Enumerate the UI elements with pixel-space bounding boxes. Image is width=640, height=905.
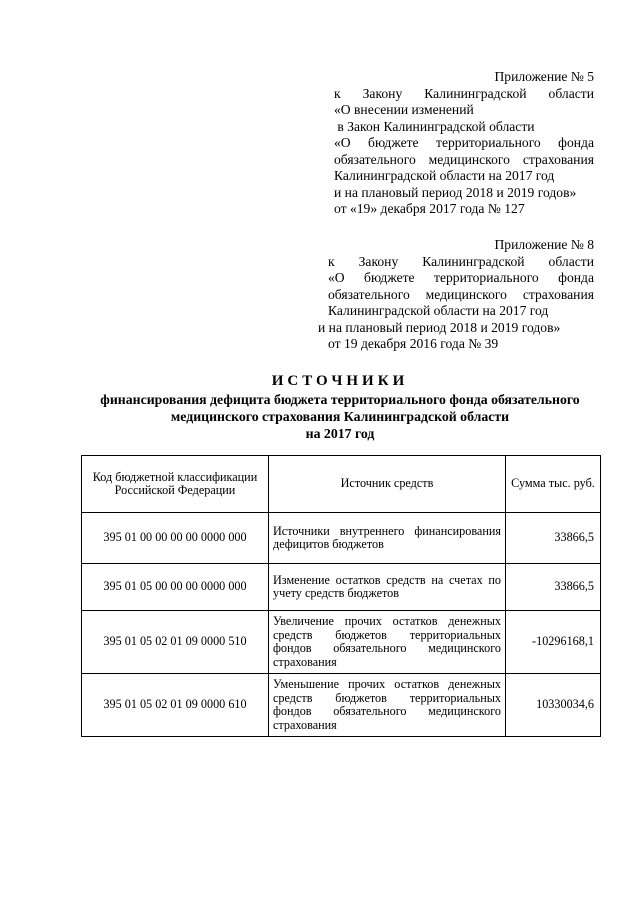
sources-table [81, 455, 601, 737]
appendix-8-block [318, 237, 594, 353]
row-code: 395 01 05 02 01 09 0000 610 [82, 674, 269, 737]
header-sum: Сумма тыс. руб. [506, 456, 601, 513]
appendix-8-line: обязательного медицинского страхования [328, 286, 594, 302]
row-code: 395 01 05 02 01 09 0000 510 [82, 611, 269, 674]
document-heading [60, 371, 620, 442]
appendix-5-line: от «19» декабря 2017 года № 127 [334, 201, 525, 216]
table-header-row [82, 456, 601, 513]
row-source: Уменьшение прочих остатков денежных средств бюджетов территориальных фондов обязательного медицинского страхования [269, 674, 506, 737]
appendix-8-title: Приложение № 8 [494, 237, 594, 252]
appendix-5-line: «О внесении изменений [334, 102, 474, 117]
appendix-5-line: обязательного медицинского страхования [334, 151, 594, 167]
heading-subtitle-line-1: финансирования дефицита бюджета территориального фонда обязательного [100, 392, 580, 407]
header-code: Код бюджетной классификации Российской Федерации [82, 456, 269, 513]
appendix-8-line: от 19 декабря 2016 года № 39 [328, 336, 499, 351]
appendix-5-line: Калининградской области на 2017 год [334, 168, 555, 183]
appendix-5-line: и на плановый период 2018 и 2019 годов» [334, 184, 577, 200]
appendix-5-line: «О бюджете территориального фонда [334, 135, 594, 150]
row-source: Увеличение прочих остатков денежных средств бюджетов территориальных фондов обязательного медицинского страхования [269, 611, 506, 674]
appendix-5-title: Приложение № 5 [494, 69, 594, 84]
row-sum: 10330034,6 [506, 674, 601, 737]
row-source: Источники внутреннего финансирования дефицитов бюджетов [269, 513, 506, 564]
table-row [82, 513, 601, 564]
appendix-5-line: в Закон Калининградской области [334, 118, 535, 134]
row-sum: 33866,5 [506, 564, 601, 611]
appendix-8-line: Калининградской области на 2017 год [328, 303, 549, 318]
header-source: Источник средств [269, 456, 506, 513]
heading-title: ИСТОЧНИКИ [271, 373, 409, 389]
row-code: 395 01 00 00 00 00 0000 000 [82, 513, 269, 564]
appendix-5-line: к Закону Калининградской области [334, 85, 594, 101]
row-code: 395 01 05 00 00 00 0000 000 [82, 564, 269, 611]
row-sum: -10296168,1 [506, 611, 601, 674]
appendix-8-line: и на плановый период 2018 и 2019 годов» [318, 319, 561, 335]
appendix-8-line: «О бюджете территориального фонда [328, 270, 594, 285]
table-row [82, 564, 601, 611]
row-sum: 33866,5 [506, 513, 601, 564]
heading-subtitle-line-2: медицинского страхования Калининградской области [170, 409, 510, 424]
table-row [82, 611, 601, 674]
table-row [82, 674, 601, 737]
appendix-8-line: к Закону Калининградской области [328, 253, 594, 269]
appendix-5-block [334, 69, 594, 218]
heading-subtitle-line-3: на 2017 год [305, 426, 375, 441]
row-source: Изменение остатков средств на счетах по учету средств бюджетов [269, 564, 506, 611]
